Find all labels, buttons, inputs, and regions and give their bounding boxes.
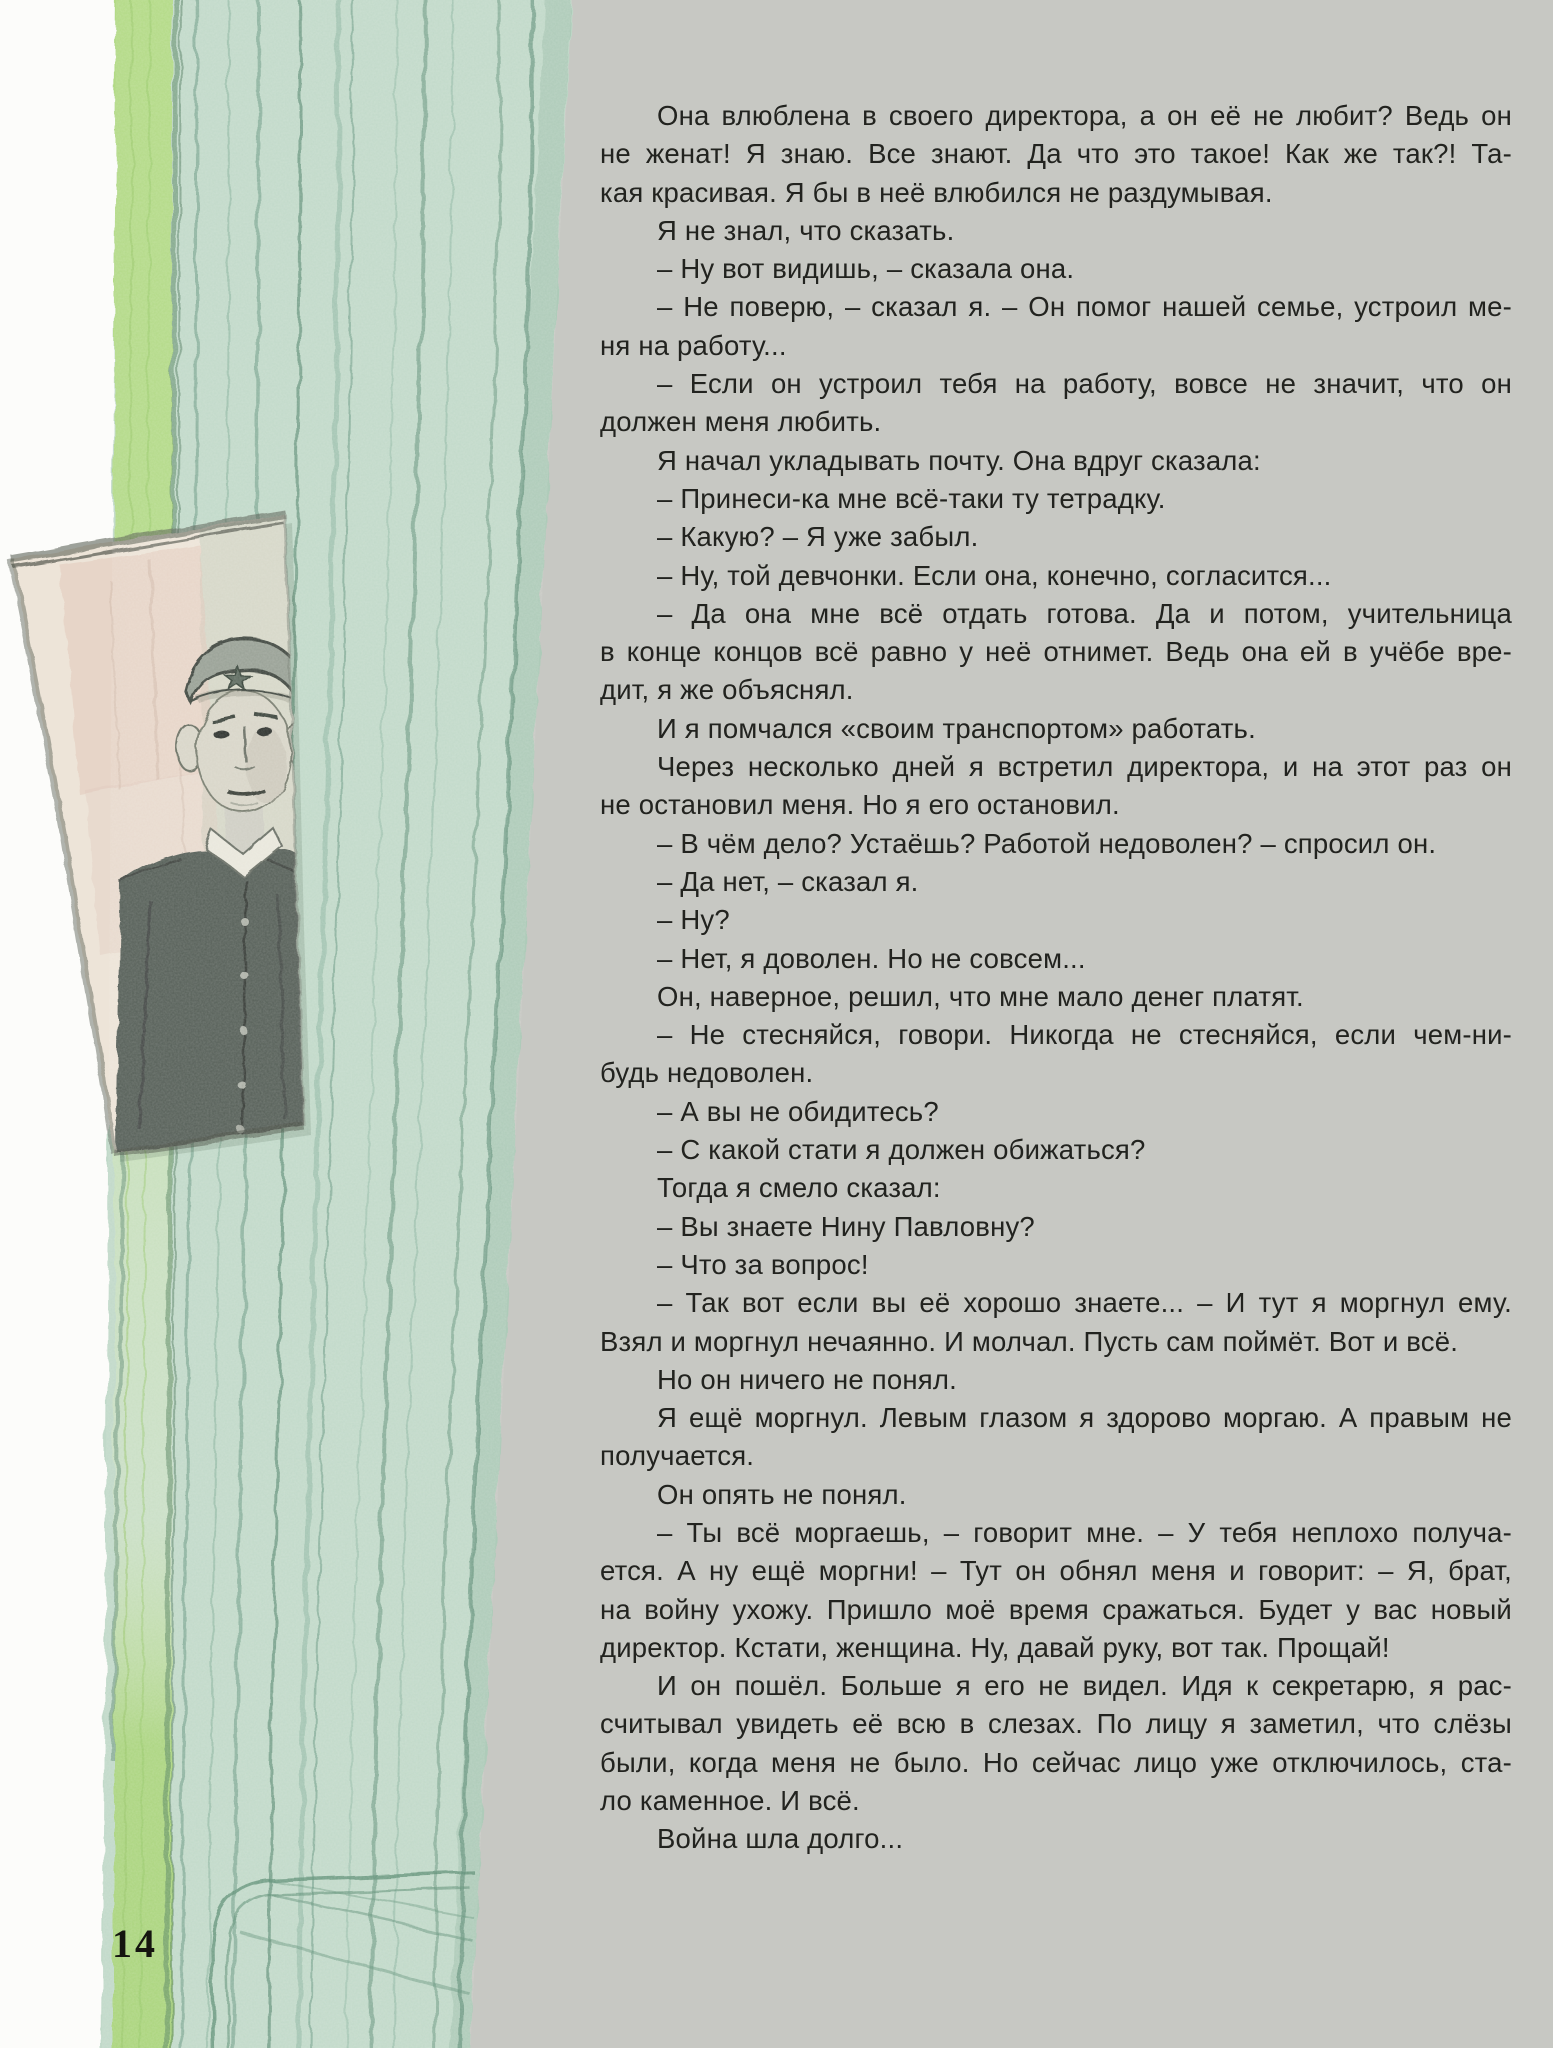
story-text-line: – Не стесняйся, говори. Никогда не стесняйся, если чем-ни- [657, 1019, 1512, 1051]
story-text-line: – Да нет, – сказал я. [657, 865, 919, 897]
story-text-line: И он пошёл. Больше я его не видел. Идя к секретарю, я рас- [657, 1670, 1512, 1702]
story-text-line: в конце концов всё равно у неё отнимет. Ведь она ей в учёбе вре- [600, 636, 1512, 668]
story-text-line: – Принеси-ка мне всё-таки ту тетрадку. [657, 482, 1166, 514]
story-text-line: Он опять не понял. [657, 1478, 907, 1510]
story-text-line: Она влюблена в своего директора, а он её не любит? Ведь он [657, 100, 1512, 131]
story-text-line: Через несколько дней я встретил директора, и на этот раз он [657, 751, 1512, 783]
story-text-line: ня на работу... [600, 329, 787, 361]
story-text-line: кая красивая. Я бы в неё влюбился не раздумывая. [600, 176, 1273, 208]
story-text-line: ло каменное. И всё. [600, 1785, 860, 1817]
story-text-line: – В чём дело? Устаёшь? Работой недоволен? – спросил он. [657, 827, 1437, 859]
story-text-line: считывал увидеть её всю в слезах. По лицу я заметил, что слёзы [600, 1708, 1512, 1740]
story-text-line: – А вы не обидитесь? [657, 1095, 939, 1127]
story-text-line: – Вы знаете Нину Павловну? [657, 1210, 1035, 1242]
story-text-line: на войну ухожу. Пришло моё время сражаться. Будет у вас новый [600, 1593, 1512, 1625]
story-text-line: дит, я же объяснял. [600, 674, 854, 706]
page-number: 14 [112, 1921, 158, 1966]
story-text-line: – Что за вопрос! [657, 1248, 869, 1280]
story-text-line: Я начал укладывать почту. Она вдруг сказала: [657, 444, 1261, 476]
story-text-line: – Ну, той девчонки. Если она, конечно, согласится... [657, 559, 1332, 591]
story-text-line: – Если он устроил тебя на работу, вовсе не значит, что он [657, 368, 1512, 400]
door-illustration [0, 0, 600, 2048]
paper-grain-texture [0, 0, 600, 2048]
story-text-line: И я помчался «своим транспортом» работать. [657, 712, 1256, 744]
story-text-line: – Ну? [657, 904, 730, 936]
story-text-line: будь недоволен. [600, 1057, 814, 1089]
story-text-line: – Да она мне всё отдать готова. Да и потом, учительница [657, 597, 1512, 629]
story-text-line: – Какую? – Я уже забыл. [657, 521, 979, 553]
story-text-line: – Так вот если вы её хорошо знаете... – И тут я моргнул ему. [657, 1287, 1512, 1319]
story-text-line: Взял и моргнул нечаянно. И молчал. Пусть сам поймёт. Вот и всё. [600, 1325, 1459, 1357]
story-text-line: не женат! Я знаю. Все знают. Да что это такое! Как же так?! Та- [600, 138, 1512, 170]
story-text-line: Я не знал, что сказать. [657, 214, 955, 246]
story-text-line: Но он ничего не понял. [657, 1363, 957, 1395]
story-text-line: – С какой стати я должен обижаться? [657, 1134, 1146, 1166]
story-text-line: – Ты всё моргаешь, – говорит мне. – У тебя неплохо получа- [657, 1516, 1512, 1548]
story-text-line: директор. Кстати, женщина. Ну, давай руку, вот так. Прощай! [600, 1631, 1390, 1663]
story-text-line: ется. А ну ещё моргни! – Тут он обнял меня и говорит: – Я, брат, [600, 1555, 1512, 1587]
story-text-line: Война шла долго... [657, 1823, 904, 1855]
story-text-line: – Нет, я доволен. Но не совсем... [657, 942, 1086, 974]
story-text-line: Я ещё моргнул. Левым глазом я здорово моргаю. А правым не [657, 1402, 1512, 1434]
story-text-line: Тогда я смело сказал: [657, 1172, 941, 1204]
story-text-line: – Не поверю, – сказал я. – Он помог нашей семье, устроил ме- [657, 291, 1512, 323]
story-text-line: – Ну вот видишь, – сказала она. [657, 253, 1075, 285]
story-text [600, 97, 1512, 1859]
story-text-line: Он, наверное, решил, что мне мало денег платят. [657, 980, 1304, 1012]
story-text-line: получается. [600, 1440, 755, 1472]
story-text-line: должен меня любить. [600, 406, 882, 438]
story-text-line: не остановил меня. Но я его остановил. [600, 789, 1120, 821]
story-text-line: были, когда меня не было. Но сейчас лицо уже отключилось, ста- [600, 1746, 1512, 1778]
